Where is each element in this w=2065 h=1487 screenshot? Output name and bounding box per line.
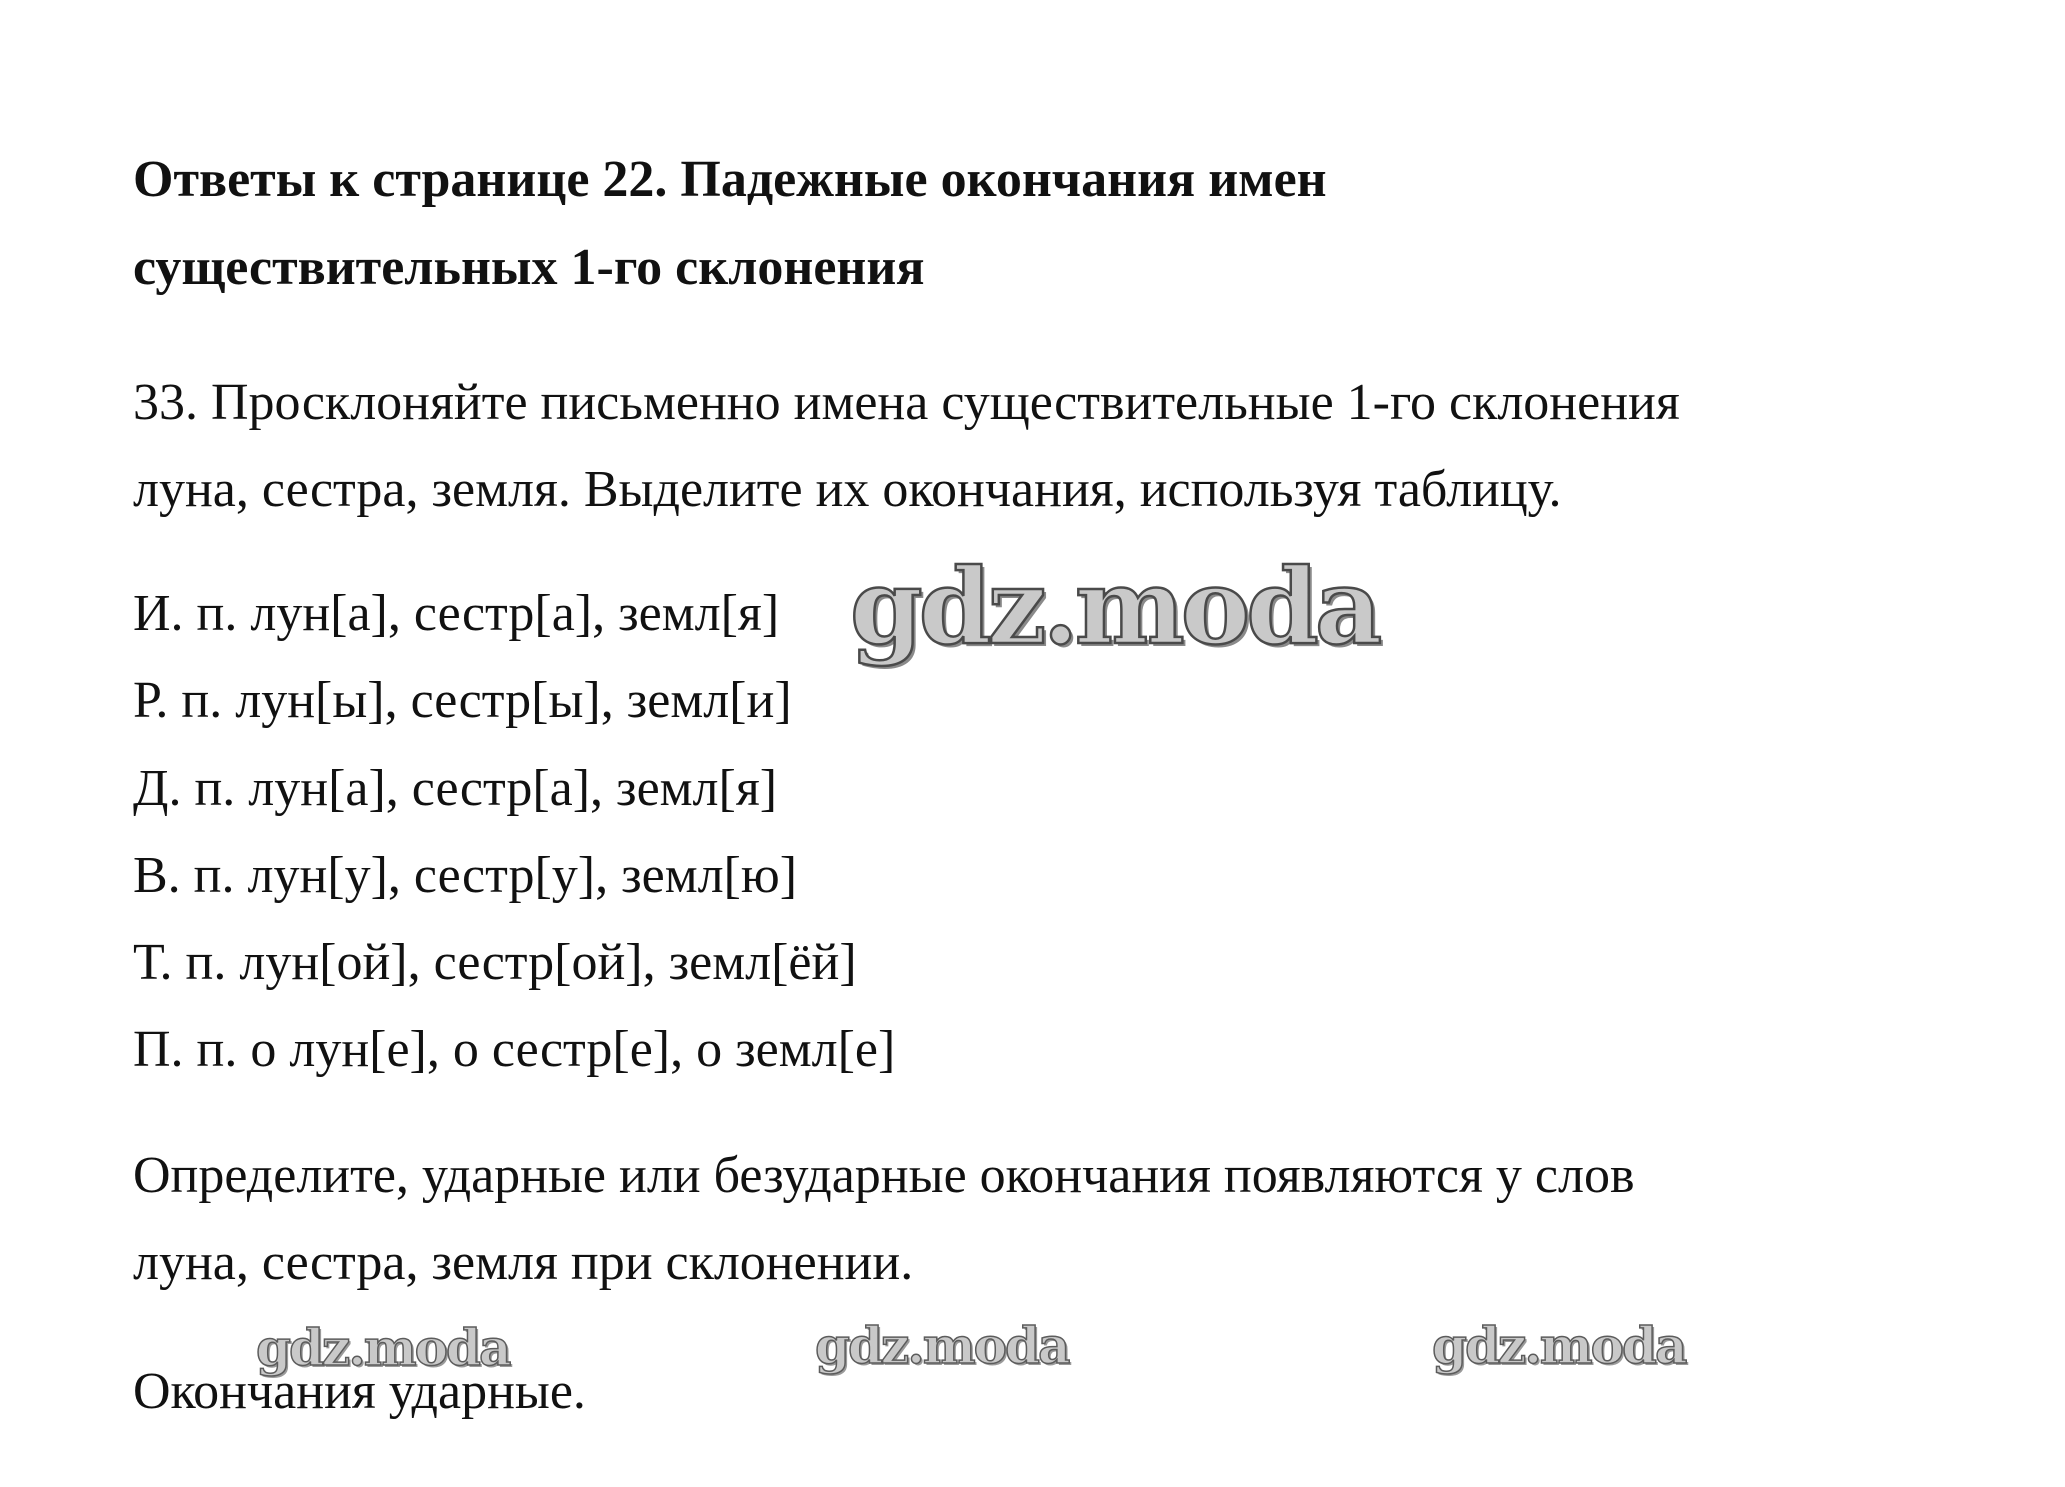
watermark-bottom-left: gdz.moda xyxy=(256,1318,510,1377)
question-text-line-1: Определите, ударные или безударные окончания появляются у слов xyxy=(133,1147,1635,1204)
page-title-line-2: существительных 1-го склонения xyxy=(133,239,925,296)
task-text-line-1: 33. Просклоняйте письменно имена существительные 1-го склонения xyxy=(133,374,1680,431)
watermark-bottom-right: gdz.moda xyxy=(1432,1316,1686,1375)
watermark-bottom-center: gdz.moda xyxy=(815,1316,1069,1375)
case-line-nominative: И. п. лун[а], сестр[а], земл[я] xyxy=(133,585,780,642)
case-line-genitive: Р. п. лун[ы], сестр[ы], земл[и] xyxy=(133,672,792,729)
case-line-instrumental: Т. п. лун[ой], сестр[ой], земл[ёй] xyxy=(133,934,857,991)
question-text-line-2: луна, сестра, земля при склонении. xyxy=(133,1234,914,1291)
case-line-accusative: В. п. лун[у], сестр[у], земл[ю] xyxy=(133,847,798,904)
task-text-line-2: луна, сестра, земля. Выделите их окончания, используя таблицу. xyxy=(133,461,1562,518)
watermark-main: gdz.moda xyxy=(850,545,1379,668)
case-line-prepositional: П. п. о лун[е], о сестр[е], о земл[е] xyxy=(133,1021,896,1078)
page-title-line-1: Ответы к странице 22. Падежные окончания имен xyxy=(133,151,1327,208)
case-line-dative: Д. п. лун[а], сестр[а], земл[я] xyxy=(133,760,778,817)
answer-text: Окончания ударные. xyxy=(133,1363,586,1420)
